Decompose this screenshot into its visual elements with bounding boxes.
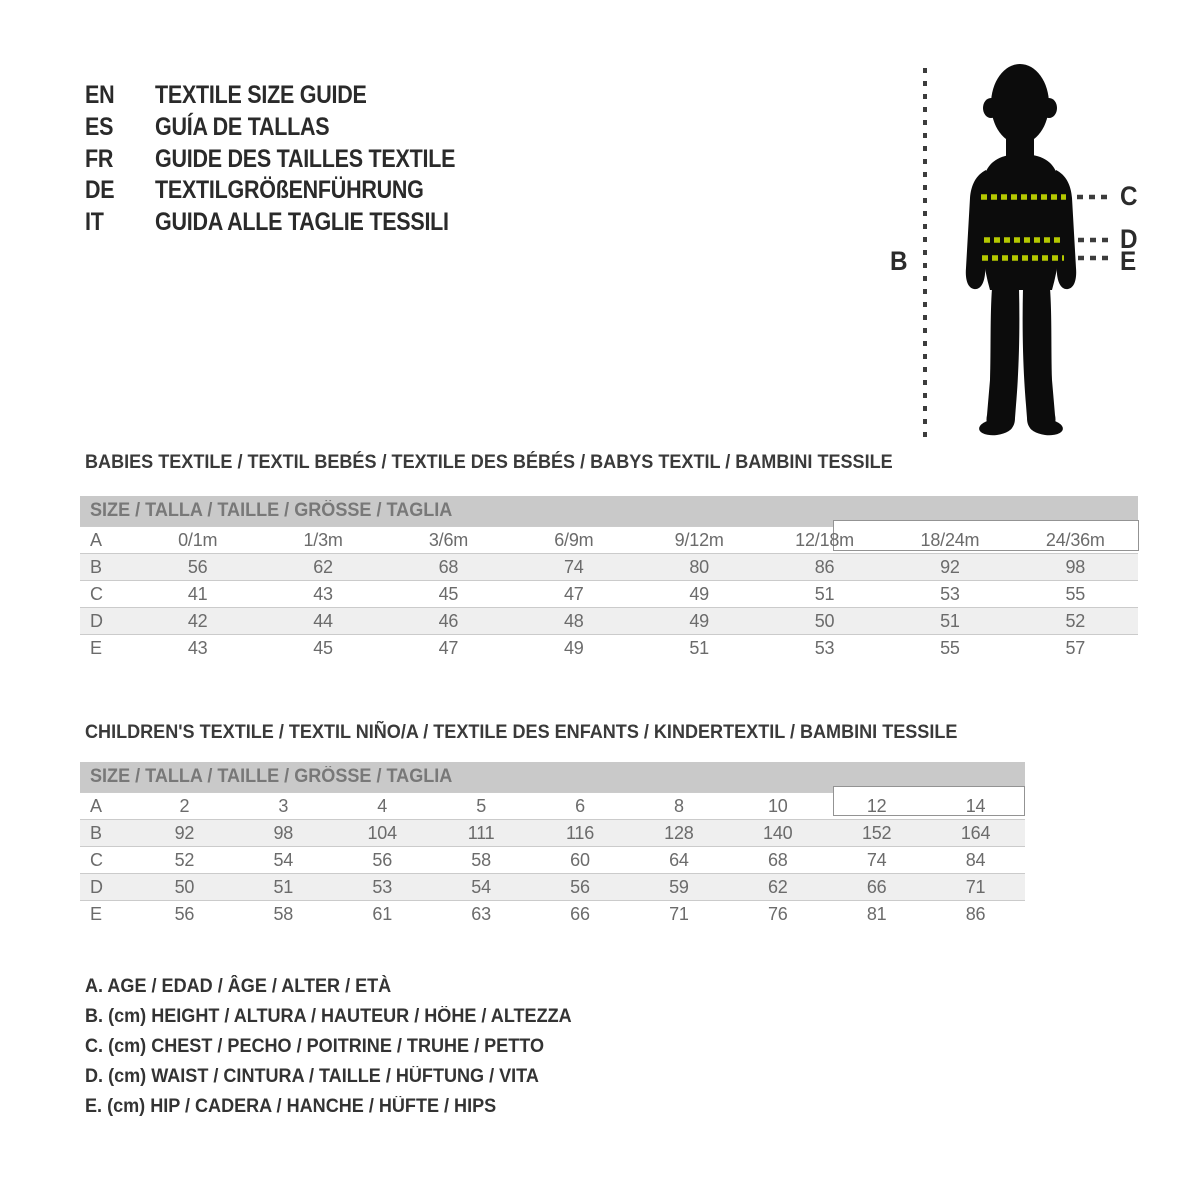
table-cell: 61	[372, 903, 393, 924]
size-table-row-B	[80, 819, 1025, 846]
legend-line-waist	[85, 1062, 597, 1092]
table-cell: 56	[187, 556, 208, 577]
table-cell: 64	[669, 849, 689, 870]
table-cell: 92	[940, 556, 960, 577]
table-cell: 98	[273, 822, 294, 843]
legend-line-chest	[85, 1032, 597, 1062]
table-cell: 49	[689, 610, 709, 631]
row-label: B	[90, 556, 103, 577]
row-label: C	[90, 583, 103, 604]
table-cell: 51	[940, 610, 960, 631]
table-cell: 0/1m	[178, 529, 218, 550]
size-table-row-B	[80, 553, 1138, 580]
table-cell: 45	[313, 637, 333, 658]
row-label: A	[90, 795, 103, 816]
row-label: D	[90, 876, 103, 897]
table-cell: 56	[174, 903, 195, 924]
child-silhouette	[966, 64, 1076, 437]
size-table-row-C	[80, 846, 1025, 873]
size-table-row-E	[80, 900, 1025, 927]
table-cell: 66	[866, 876, 887, 897]
table-cell: 140	[763, 822, 793, 843]
table-cell: 57	[1065, 637, 1086, 658]
table-cell: 52	[174, 849, 195, 870]
children-section-title: CHILDREN'S TEXTILE / TEXTIL NIÑO/A / TEXTILE DES ENFANTS / KINDERTEXTIL / BAMBINI TESSILE	[85, 722, 958, 743]
row-label: C	[90, 849, 103, 870]
table-cell: 56	[570, 876, 590, 897]
table-cell: 74	[866, 849, 887, 870]
table-cell: 49	[689, 583, 709, 604]
row-label: E	[90, 637, 103, 658]
size-table-row-A	[80, 792, 1025, 819]
table-cell: 52	[1065, 610, 1086, 631]
table-cell: 43	[187, 637, 208, 658]
measurement-legend	[85, 972, 597, 1122]
measurement-figure	[880, 50, 1200, 450]
table-cell: 49	[564, 637, 584, 658]
table-cell: 71	[669, 903, 689, 924]
size-table-row-A	[80, 526, 1138, 553]
table-cell: 2	[179, 795, 190, 816]
table-cell: 60	[570, 849, 590, 870]
legend-text: D. (cm) WAIST / CINTURA / TAILLE / HÜFTUNG / VITA	[85, 1066, 539, 1087]
table-cell: 62	[313, 556, 333, 577]
table-cell: 58	[273, 903, 294, 924]
table-cell: 50	[174, 876, 195, 897]
table-cell: 8	[673, 795, 684, 816]
table-cell: 44	[313, 610, 333, 631]
table-cell: 54	[471, 876, 491, 897]
size-table-row-C	[80, 580, 1138, 607]
legend-text: E. (cm) HIP / CADERA / HANCHE / HÜFTE / HIPS	[85, 1096, 497, 1117]
table-cell: 68	[438, 556, 459, 577]
table-cell: 9/12m	[674, 529, 724, 550]
table-cell: 74	[564, 556, 584, 577]
table-cell: 84	[965, 849, 986, 870]
legend-text: A. AGE / EDAD / ÂGE / ALTER / ETÀ	[85, 976, 392, 997]
child-silhouette-diagram	[880, 50, 1200, 450]
lang-title: TEXTILGRÖßENFÜHRUNG	[155, 176, 424, 205]
table-cell: 47	[438, 637, 459, 658]
row-label: D	[90, 610, 103, 631]
legend-text: C. (cm) CHEST / PECHO / POITRINE / TRUHE / PETTO	[85, 1036, 544, 1057]
label-chest-C: C	[1120, 181, 1138, 211]
lang-row-de	[85, 175, 504, 207]
table-cell: 43	[313, 583, 333, 604]
table-cell: 53	[372, 876, 393, 897]
table-cell: 50	[814, 610, 835, 631]
table-cell: 48	[564, 610, 584, 631]
table-cell: 41	[187, 583, 208, 604]
lang-row-en	[85, 80, 504, 112]
table-cell: 116	[565, 822, 595, 843]
table-cell: 5	[476, 795, 486, 816]
size-table-row-D	[80, 873, 1025, 900]
table-cell: 104	[367, 822, 397, 843]
table-cell: 53	[940, 583, 960, 604]
table-cell: 12	[866, 795, 887, 816]
table-cell: 71	[965, 876, 986, 897]
table-cell: 111	[467, 822, 495, 843]
table-cell: 6	[575, 795, 585, 816]
table-cell: 1/3m	[303, 529, 343, 550]
size-table-row-E	[80, 634, 1138, 661]
table-cell: 59	[669, 876, 689, 897]
table-cell: 6/9m	[554, 529, 594, 550]
table-cell: 18/24m	[920, 529, 980, 550]
row-label: A	[90, 529, 103, 550]
lang-row-fr	[85, 143, 504, 175]
table-cell: 47	[564, 583, 584, 604]
label-height-B: B	[890, 246, 908, 276]
table-cell: 128	[664, 822, 694, 843]
table-cell: 14	[965, 795, 986, 816]
legend-line-hip	[85, 1092, 597, 1122]
table-cell: 62	[767, 876, 788, 897]
table-cell: 4	[377, 795, 388, 816]
label-hip-E: E	[1120, 246, 1137, 276]
table-cell: 86	[814, 556, 835, 577]
table-cell: 10	[767, 795, 788, 816]
lang-title: GUIDA ALLE TAGLIE TESSILI	[155, 208, 449, 237]
table-cell: 92	[174, 822, 195, 843]
lang-code: EN	[85, 81, 115, 110]
legend-line-age	[85, 972, 597, 1002]
table-cell: 12/18m	[795, 529, 854, 550]
table-cell: 45	[438, 583, 459, 604]
babies-size-table	[80, 496, 1138, 661]
lang-title: GUÍA DE TALLAS	[155, 113, 330, 142]
table-cell: 76	[767, 903, 788, 924]
table-cell: 63	[471, 903, 491, 924]
label-waist-D: D	[1120, 224, 1138, 254]
lang-row-it	[85, 207, 504, 239]
table-cell: 42	[187, 610, 208, 631]
lang-code: IT	[85, 208, 104, 237]
table-cell: 86	[965, 903, 986, 924]
table-cell: 51	[689, 637, 709, 658]
legend-line-height	[85, 1002, 597, 1032]
table-cell: 55	[1065, 583, 1086, 604]
table-cell: 164	[960, 822, 991, 843]
table-cell: 55	[940, 637, 960, 658]
lang-code: FR	[85, 144, 114, 173]
table-cell: 66	[570, 903, 590, 924]
row-label: B	[90, 822, 103, 843]
table-cell: 80	[689, 556, 709, 577]
table-cell: 56	[372, 849, 393, 870]
lang-code: ES	[85, 113, 114, 142]
table-cell: 3	[278, 795, 289, 816]
size-header-label: SIZE / TALLA / TAILLE / GRÖSSE / TAGLIA	[90, 500, 453, 521]
table-cell: 3/6m	[428, 529, 469, 550]
size-header-label: SIZE / TALLA / TAILLE / GRÖSSE / TAGLIA	[90, 766, 453, 787]
legend-text: B. (cm) HEIGHT / ALTURA / HAUTEUR / HÖHE / ALTEZZA	[85, 1006, 572, 1027]
table-cell: 51	[273, 876, 294, 897]
lang-code: DE	[85, 176, 115, 205]
table-cell: 54	[273, 849, 294, 870]
language-title-list	[85, 80, 504, 238]
table-cell: 98	[1065, 556, 1086, 577]
babies-section-title: BABIES TEXTILE / TEXTIL BEBÉS / TEXTILE DES BÉBÉS / BABYS TEXTIL / BAMBINI TESSILE	[85, 452, 893, 473]
table-cell: 152	[861, 822, 892, 843]
table-cell: 81	[866, 903, 887, 924]
lang-row-es	[85, 112, 504, 144]
table-cell: 68	[767, 849, 788, 870]
lang-title: GUIDE DES TAILLES TEXTILE	[155, 144, 456, 173]
size-table-row-D	[80, 607, 1138, 634]
table-cell: 51	[814, 583, 835, 604]
table-cell: 24/36m	[1045, 529, 1105, 550]
lang-title: TEXTILE SIZE GUIDE	[155, 81, 367, 110]
table-cell: 46	[438, 610, 459, 631]
children-size-table	[80, 762, 1025, 927]
table-cell: 58	[471, 849, 491, 870]
table-cell: 53	[814, 637, 835, 658]
row-label: E	[90, 903, 103, 924]
